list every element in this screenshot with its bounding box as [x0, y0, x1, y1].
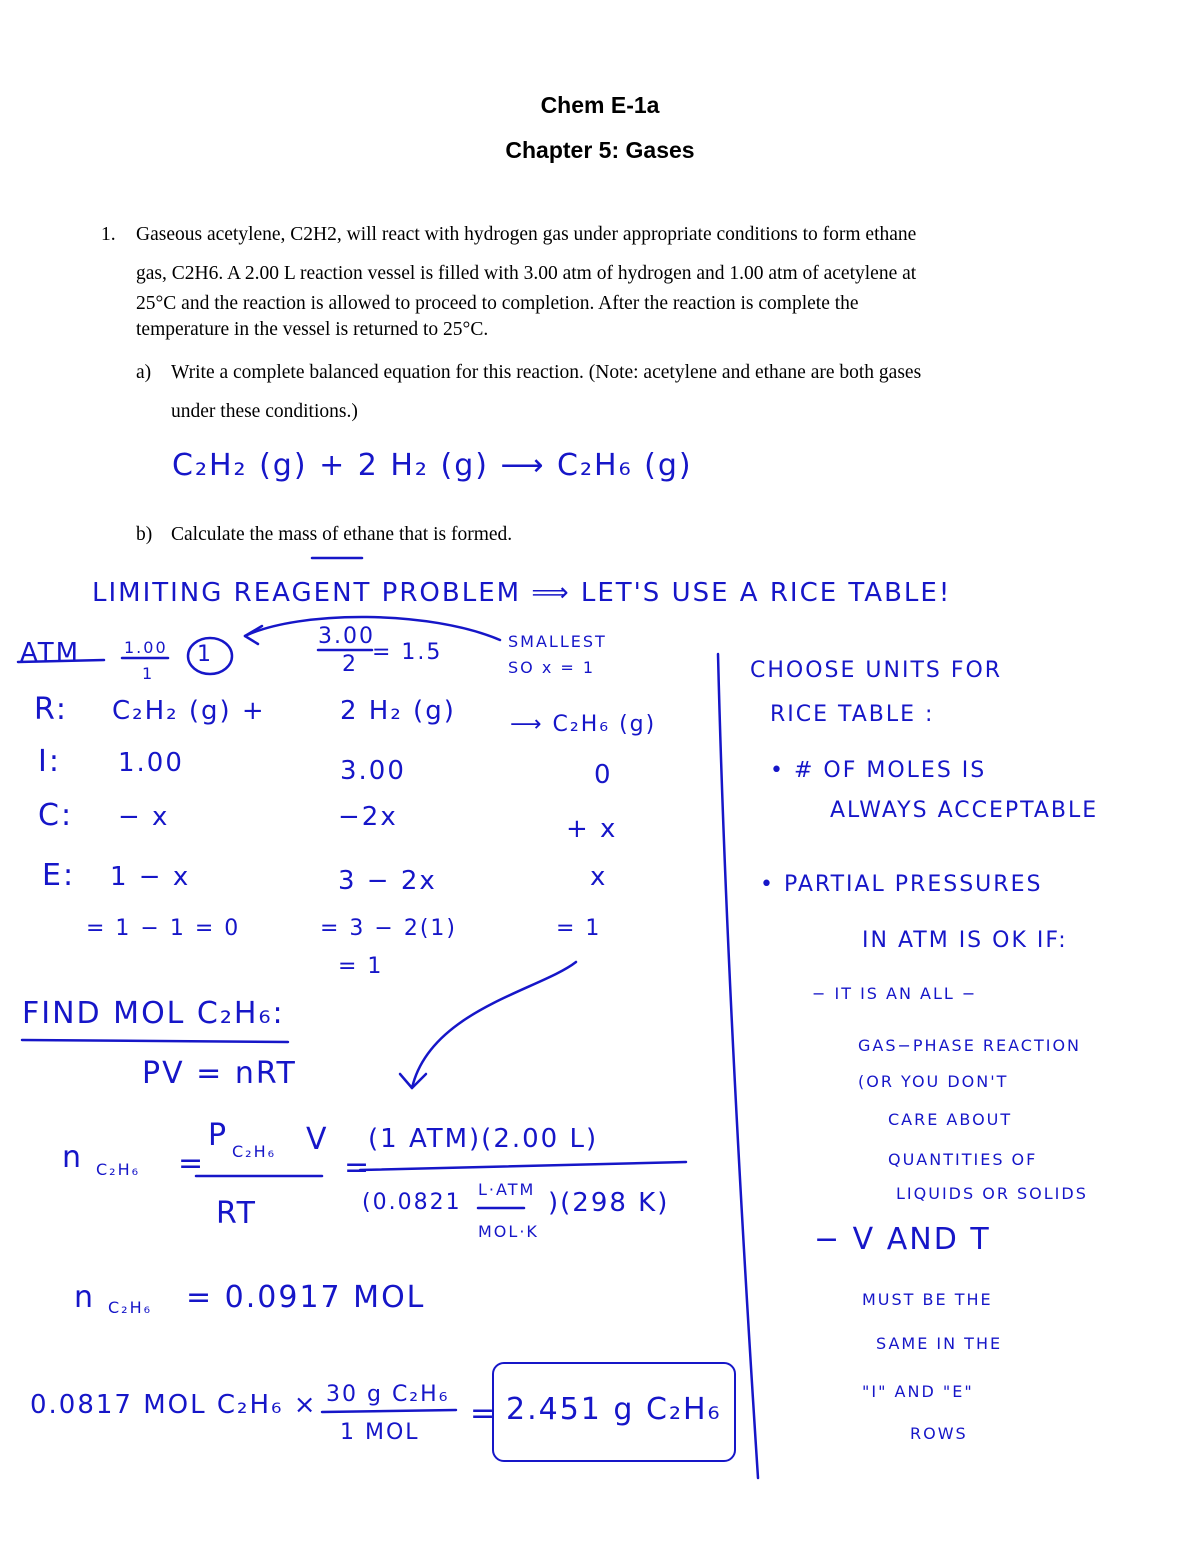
rice-e-eval-h2: = 3 − 2(1) [320, 916, 458, 941]
smallest-note-2: SO x = 1 [508, 658, 596, 677]
question-line-3: 25°C and the reaction is allowed to proceed to completion. After the reaction is complete the [136, 293, 859, 314]
molar-mass-numerator: 30 g C₂H₆ [326, 1382, 450, 1407]
n-result-value: = 0.0917 MOL [186, 1280, 426, 1315]
note-all-gas-2: GAS−PHASE REACTION [858, 1036, 1081, 1055]
values-fraction-bar [360, 1162, 686, 1170]
rice-e-c2h6: x [590, 862, 608, 892]
numerator-values: (1 ATM)(2.00 L) [368, 1124, 599, 1154]
part-a-line-2: under these conditions.) [171, 401, 358, 422]
final-answer: 2.451 g C₂H₆ [506, 1392, 722, 1427]
note-choose-units: CHOOSE UNITS FOR [750, 658, 1003, 683]
pressure-subscript: C₂H₆ [232, 1142, 277, 1161]
n-result-symbol: n [74, 1280, 96, 1315]
mass-equals: = [470, 1396, 498, 1431]
rice-e-h2: 3 − 2x [338, 866, 437, 896]
curve-arrow [412, 962, 576, 1088]
note-all-gas-4: CARE ABOUT [888, 1110, 1013, 1129]
part-a-label: a) [136, 362, 152, 383]
note-partial-pressures: • PARTIAL PRESSURES [760, 872, 1043, 897]
rice-e-c2h2: 1 − x [110, 862, 191, 892]
n-result-subscript: C₂H₆ [108, 1298, 153, 1317]
rice-r-reactant-2: 2 H₂ (g) [340, 696, 456, 726]
rice-e-eval-c2h2: = 1 − 1 = 0 [86, 916, 241, 941]
rice-i-c2h2: 1.00 [118, 748, 184, 778]
rice-c-label: C: [38, 798, 74, 833]
note-must-be: MUST BE THE [862, 1290, 993, 1309]
find-mol-heading: FIND MOL C₂H₆: [22, 996, 285, 1031]
rice-i-label: I: [38, 744, 61, 779]
note-in-atm: IN ATM IS OK IF: [862, 928, 1068, 953]
atm-underline [18, 660, 104, 662]
smallest-note: SMALLEST [508, 632, 607, 651]
molar-mass-denominator: 1 MOL [340, 1420, 420, 1445]
note-rice-table: RICE TABLE : [770, 702, 935, 727]
note-all-gas-3: (OR YOU DON'T [858, 1072, 1009, 1091]
rice-c-c2h2: − x [118, 802, 170, 832]
question-number: 1. [101, 224, 116, 245]
smallest-arrowhead [245, 626, 262, 644]
smallest-arrow [245, 617, 500, 640]
rice-e-eval-h2-result: = 1 [338, 954, 384, 979]
rice-i-h2: 3.00 [340, 756, 406, 786]
equals-sign-2: = [344, 1150, 372, 1185]
note-all-gas-6: LIQUIDS OR SOLIDS [896, 1184, 1088, 1203]
atm-ratio-1-denominator: 1 [142, 664, 155, 683]
page-divider [718, 654, 758, 1478]
volume-symbol: V [306, 1122, 329, 1157]
part-a-line-1: Write a complete balanced equation for this reaction. (Note: acetylene and ethane are both gases [171, 362, 922, 383]
atm-label: ATM [20, 638, 81, 668]
note-moles: • # OF MOLES IS [770, 758, 987, 783]
rice-r-product: ⟶ C₂H₆ (g) [510, 712, 657, 737]
question-line-1: Gaseous acetylene, C2H2, will react with hydrogen gas under appropriate conditions to form ethane [136, 224, 917, 245]
n-subscript: C₂H₆ [96, 1160, 141, 1179]
r-units-bottom: MOL·K [478, 1222, 539, 1241]
rice-e-label: E: [42, 858, 76, 893]
find-mol-underline [22, 1040, 288, 1042]
denominator-r: (0.0821 [362, 1190, 462, 1215]
chapter-title: Chapter 5: Gases [505, 137, 695, 163]
rt-symbol: RT [216, 1196, 257, 1231]
rice-r-label: R: [34, 692, 69, 727]
atm-circled-value: 1 [197, 642, 213, 667]
part-b-text: Calculate the mass of ethane that is formed. [171, 524, 513, 545]
part-b-label: b) [136, 524, 153, 545]
rice-c-c2h6: + x [566, 814, 618, 844]
limiting-reagent-note: LIMITING REAGENT PROBLEM ⟹ LET'S USE A RICE TABLE! [92, 578, 952, 608]
rice-e-eval-c2h6: = 1 [556, 916, 602, 941]
r-units-top: L·ATM [478, 1180, 536, 1199]
rice-r-reactant-1: C₂H₂ (g) + [112, 696, 266, 726]
circle-answer [188, 638, 232, 674]
note-rows: ROWS [910, 1424, 968, 1443]
equals-sign-1: = [178, 1146, 206, 1181]
note-i-and-e: "I" AND "E" [862, 1382, 974, 1401]
atm-ratio-2-result: = 1.5 [372, 640, 443, 665]
course-title: Chem E-1a [540, 92, 660, 118]
molar-mass-bar [322, 1410, 456, 1412]
atm-ratio-1: 1.00 [124, 638, 168, 657]
note-same-in: SAME IN THE [876, 1334, 1003, 1353]
note-v-and-t: − V AND T [814, 1222, 991, 1257]
rice-i-c2h6: 0 [594, 760, 613, 790]
note-all-gas-5: QUANTITIES OF [888, 1150, 1038, 1169]
atm-ratio-2: 3.00 [318, 624, 375, 649]
ideal-gas-law: PV = nRT [142, 1056, 297, 1091]
balanced-equation: C₂H₂ (g) + 2 H₂ (g) ⟶ C₂H₆ (g) [172, 448, 693, 483]
question-line-2: gas, C2H6. A 2.00 L reaction vessel is filled with 3.00 atm of hydrogen and 1.00 atm of acetylene at [136, 263, 917, 284]
note-always: ALWAYS ACCEPTABLE [830, 798, 1099, 823]
mass-calc-moles: 0.0817 MOL C₂H₆ × [30, 1390, 318, 1420]
denominator-t: )(298 K) [548, 1188, 670, 1218]
pressure-symbol: P [208, 1118, 229, 1153]
rice-c-h2: −2x [338, 802, 398, 832]
note-all-gas-1: − IT IS AN ALL − [812, 984, 978, 1003]
n-symbol: n [62, 1140, 84, 1175]
atm-ratio-2-denominator: 2 [342, 652, 358, 677]
question-line-4: temperature in the vessel is returned to 25°C. [136, 319, 489, 340]
